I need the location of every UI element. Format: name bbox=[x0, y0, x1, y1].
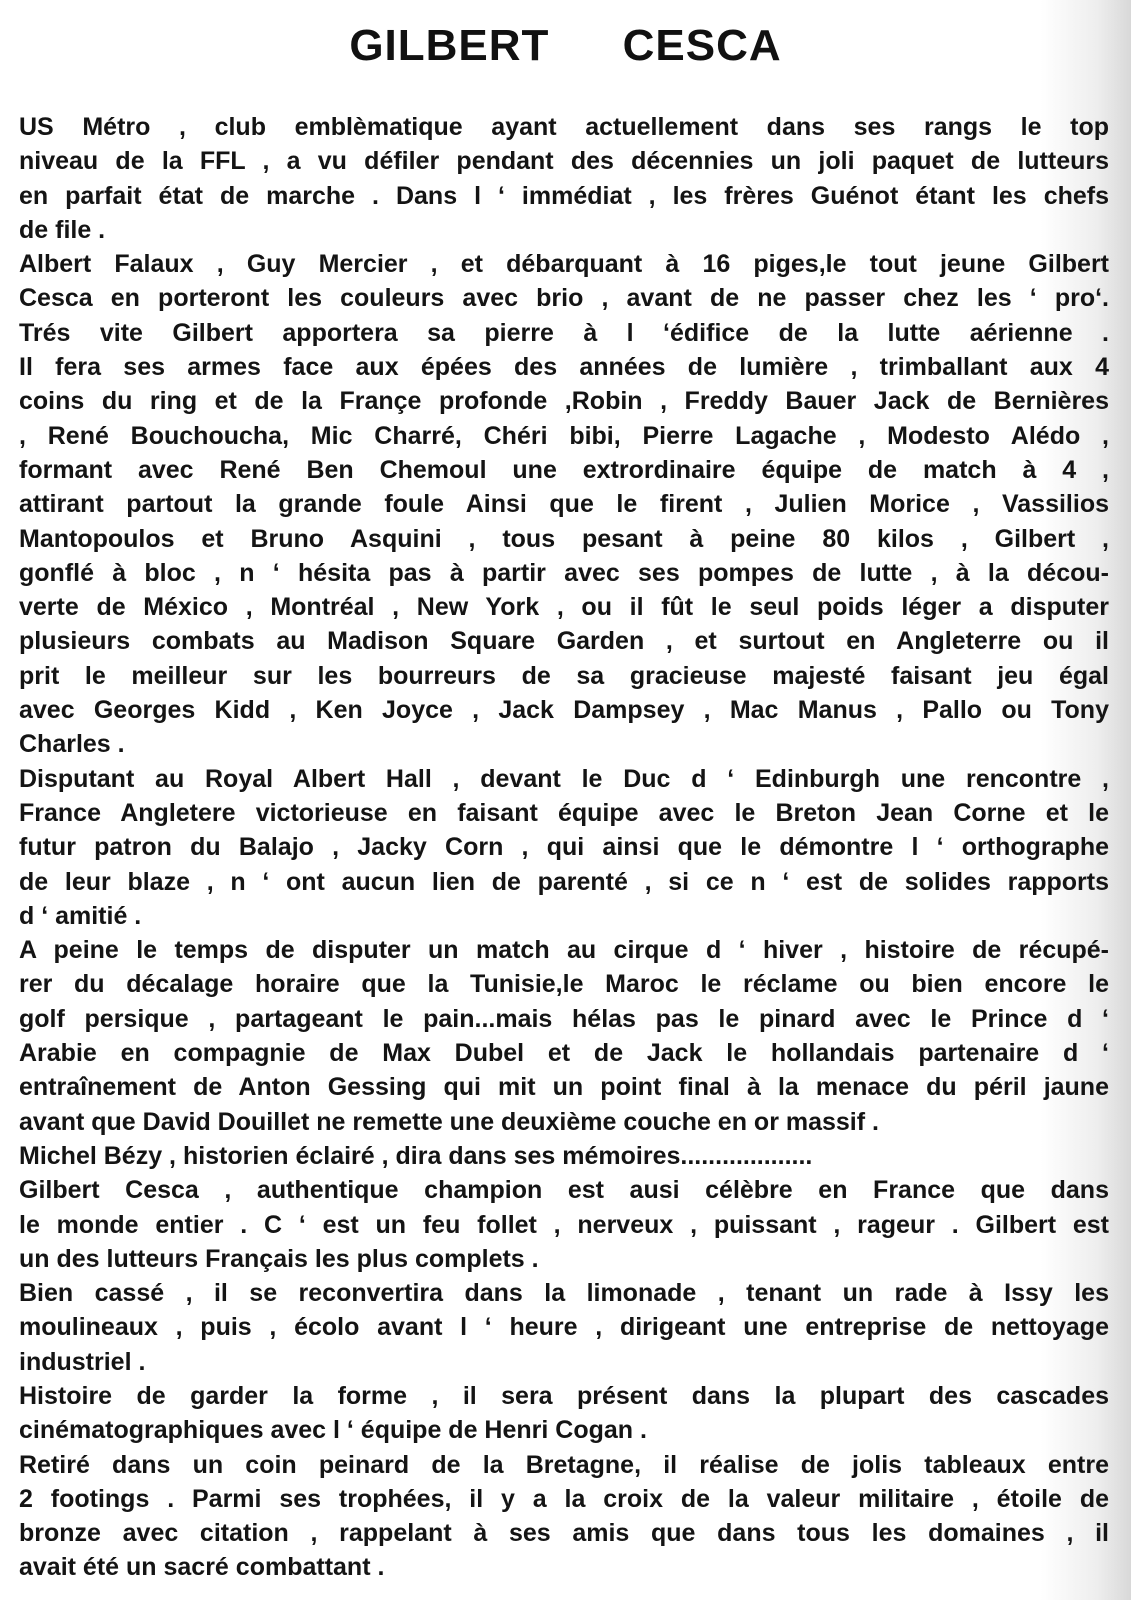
text-line: plusieurs combats au Madison Square Garden , et surtout en Angleterre ou il bbox=[19, 627, 1109, 656]
text-line: Mantopoulos et Bruno Asquini , tous pesant à peine 80 kilos , Gilbert , bbox=[19, 524, 1109, 553]
text-line: Gilbert Cesca , authentique champion est ausi célèbre en France que dans bbox=[19, 1176, 1109, 1205]
text-line: Arabie en compagnie de Max Dubel et de Jack le hollandais partenaire d ‘ bbox=[19, 1039, 1109, 1068]
text-line: bronze avec citation , rappelant à ses amis que dans tous les domaines , il bbox=[19, 1519, 1109, 1548]
page-title: GILBERT CESCA bbox=[349, 21, 782, 70]
text-line: Histoire de garder la forme , il sera présent dans la plupart des cascades bbox=[19, 1381, 1109, 1410]
text-line: golf persique , partageant le pain...mais hélas pas le pinard avec le Prince d ‘ bbox=[19, 1004, 1109, 1033]
text-line: 2 footings . Parmi ses trophées, il y a la croix de la valeur militaire , étoile de bbox=[19, 1484, 1109, 1513]
text-line: Charles . bbox=[19, 730, 125, 759]
text-line: industriel . bbox=[19, 1347, 146, 1376]
text-line: un des lutteurs Français les plus complets . bbox=[19, 1244, 539, 1273]
text-line: de leur blaze , n ‘ ont aucun lien de parenté , si ce n ‘ est de solides rapports bbox=[19, 867, 1109, 896]
text-line: France Angletere victorieuse en faisant équipe avec le Breton Jean Corne et le bbox=[19, 798, 1109, 827]
text-line: de file . bbox=[19, 215, 106, 244]
text-line: Bien cassé , il se reconvertira dans la limonade , tenant un rade à Issy les bbox=[19, 1279, 1109, 1308]
text-line: Retiré dans un coin peinard de la Bretagne, il réalise de jolis tableaux entre bbox=[19, 1450, 1109, 1479]
text-line: verte de México , Montréal , New York , ou il fût le seul poids léger a disputer bbox=[19, 593, 1109, 622]
text-line: Cesca en porteront les couleurs avec brio , avant de ne passer chez les ‘ pro‘. bbox=[19, 284, 1109, 313]
text-line: d ‘ amitié . bbox=[19, 901, 142, 930]
text-line: Disputant au Royal Albert Hall , devant le Duc d ‘ Edinburgh une rencontre , bbox=[19, 764, 1109, 793]
text-line: A peine le temps de disputer un match au cirque d ‘ hiver , histoire de récupé- bbox=[19, 936, 1109, 965]
text-line: formant avec René Ben Chemoul une extrordinaire équipe de match à 4 , bbox=[19, 455, 1109, 484]
text-line: , René Bouchoucha, Mic Charré, Chéri bibi, Pierre Lagache , Modesto Alédo , bbox=[19, 421, 1109, 450]
text-line: attirant partout la grande foule Ainsi que le firent , Julien Morice , Vassilios bbox=[19, 490, 1109, 519]
text-line: niveau de la FFL , a vu défiler pendant des décennies un joli paquet de lutteurs bbox=[19, 147, 1109, 176]
text-line: Il fera ses armes face aux épées des années de lumière , trimballant aux 4 bbox=[19, 353, 1109, 382]
text-line: prit le meilleur sur les bourreurs de sa gracieuse majesté faisant jeu égal bbox=[19, 661, 1109, 690]
text-line: rer du décalage horaire que la Tunisie,le Maroc le réclame ou bien encore le bbox=[19, 970, 1109, 999]
text-line: Albert Falaux , Guy Mercier , et débarquant à 16 piges,le tout jeune Gilbert bbox=[19, 250, 1109, 279]
text-line: entraînement de Anton Gessing qui mit un point final à la menace du péril jaune bbox=[19, 1073, 1109, 1102]
text-line: le monde entier . C ‘ est un feu follet , nerveux , puissant , rageur . Gilbert est bbox=[19, 1210, 1109, 1239]
text-line: avec Georges Kidd , Ken Joyce , Jack Dampsey , Mac Manus , Pallo ou Tony bbox=[19, 696, 1109, 725]
text-line: en parfait état de marche . Dans l ‘ immédiat , les frères Guénot étant les chefs bbox=[19, 181, 1109, 210]
text-line: Michel Bézy , historien éclairé , dira dans ses mémoires................... bbox=[19, 1141, 813, 1170]
text-line: futur patron du Balajo , Jacky Corn , qui ainsi que le démontre l ‘ orthographe bbox=[19, 833, 1109, 862]
text-line: gonflé à bloc , n ‘ hésita pas à partir avec ses pompes de lutte , à la décou- bbox=[19, 558, 1109, 587]
text-line: avant que David Douillet ne remette une deuxième couche en or massif . bbox=[19, 1107, 879, 1136]
text-line: avait été un sacré combattant . bbox=[19, 1553, 385, 1582]
text-line: moulineaux , puis , écolo avant l ‘ heure , dirigeant une entreprise de nettoyage bbox=[19, 1313, 1109, 1342]
text-line: coins du ring et de la Françe profonde ,Robin , Freddy Bauer Jack de Bernières bbox=[19, 387, 1109, 416]
text-line: Trés vite Gilbert apportera sa pierre à l ‘édifice de la lutte aérienne . bbox=[19, 318, 1109, 347]
article-body bbox=[19, 110, 1109, 1585]
text-line: cinématographiques avec l ‘ équipe de Henri Cogan . bbox=[19, 1416, 647, 1445]
text-line: US Métro , club emblèmatique ayant actuellement dans ses rangs le top bbox=[19, 113, 1109, 141]
